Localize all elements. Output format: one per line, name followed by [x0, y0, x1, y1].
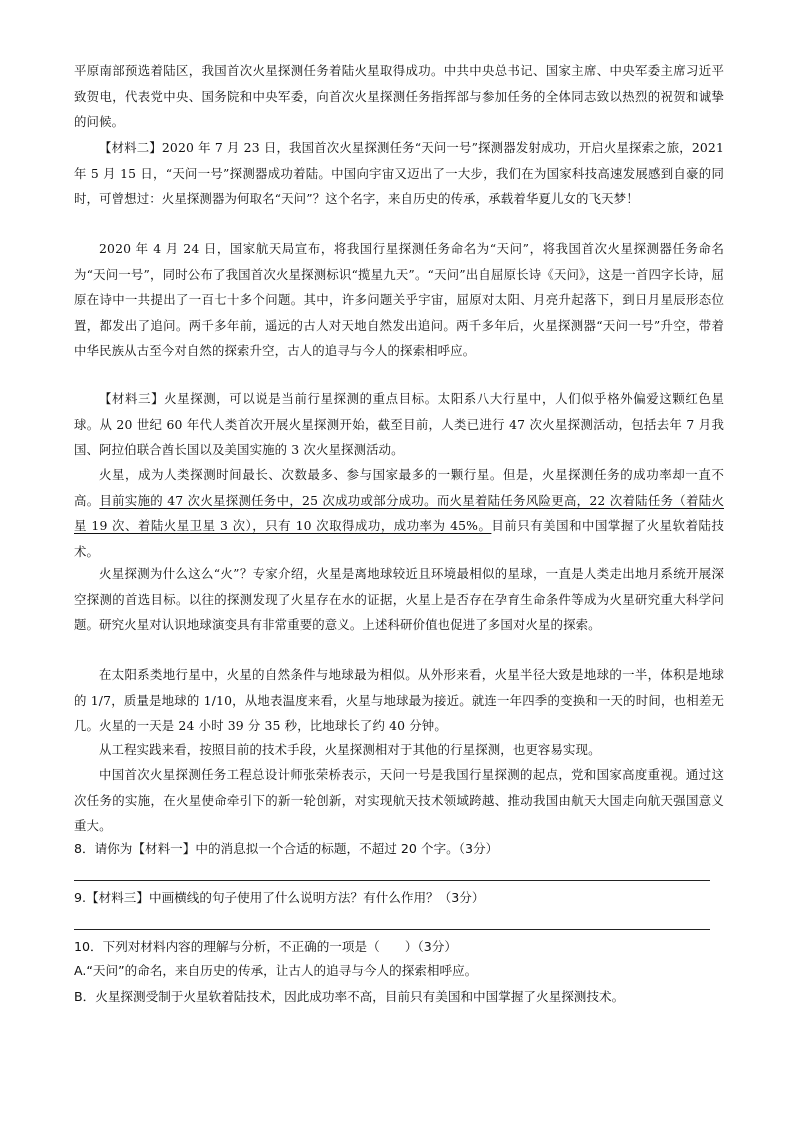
success-rate-lead: 火星，成为人类探测时间最长、次数最多、参与国家最多的一颗行星。但是，火星探测任务的成功率却一直不高。	[74, 467, 724, 508]
material-three-comparison: 在太阳系类地行星中，火星的自然条件与地球最为相似。从外形来看，火星半径大致是地球的一半，体积是地球的 1/7，质量是地球的 1/10，从地表温度来看，火星与地球最为接近。就连一年四季的变换和一天的时间，也相差无几。火星的一天是 24 小时 39 分 35 秒，比地球长了约 40 分钟。	[74, 667, 724, 734]
question-10-option-a[interactable]: A.“天问”的命名，来自历史的传承，让古人的追寻与今人的探索相呼应。	[74, 963, 478, 978]
question-9: 9.【材料三】中画横线的句子使用了什么说明方法？有什么作用？（3分）	[74, 890, 485, 905]
answer-line-8[interactable]	[74, 880, 710, 881]
material-three-intro: 【材料三】火星探测，可以说是当前行星探测的重点目标。太阳系八大行星中，人们似乎格外偏爱这颗红色星球。从 20 世纪 60 年代人类首次开展火星探测开始，截至目前，人类已进行 47 次火星探测活动，包括去年 7 月我国、阿拉伯联合酋长国以及美国实施的 3 次火星探测活动。	[74, 391, 724, 458]
question-8: 8．请你为【材料一】中的消息拟一个合适的标题，不超过 20 个字。（3分）	[74, 841, 499, 856]
underlined-sentence: 目前实施的 47 次火星探测任务中，25 次成功或部分成功。而火星着陆任务风险更高，22 次着陆任务（着陆火星 19 次、着陆火星卫星 3 次），只有 10 次取得成功，成功率为 45%。	[74, 492, 724, 534]
material-two-paragraph: 2020 年 4 月 24 日，国家航天局宣布，将我国行星探测任务命名为“天问”，将我国首次火星探测器任务命名为“天问一号”，同时公布了我国首次火星探测标识“揽星九天”。“天问”出自屈原长诗《天问》，这是一首四字长诗，屈原在诗中一共提出了一百七十多个问题。其中，许多问题关乎宇宙，屈原对太阳、月亮升起落下，到日月星辰形态位置，都发出了追问。两千多年前，遥远的古人对天地自然发出追问。两千多年后，火星探测器“天问一号”升空，带着中华民族从古至今对自然的探索升空，古人的追寻与今人的探索相呼应。	[74, 241, 724, 359]
question-10-option-b[interactable]: B．火星探测受制于火星软着陆技术，因此成功率不高，目前只有美国和中国掌握了火星探测技术。	[74, 989, 625, 1004]
material-three-conclusion: 中国首次火星探测任务工程总设计师张荣桥表示，天问一号是我国行星探测的起点，党和国家高度重视。通过这次任务的实施，在火星使命牵引下的新一轮创新，对实现航天技术领域跨越、推动我国由航天大国走向航天强国意义重大。	[74, 767, 724, 834]
material-three-engineering: 从工程实践来看，按照目前的技术手段，火星探测相对于其他的行星探测，也更容易实现。	[99, 742, 601, 757]
success-rate-tail: 目前只有美国和中国掌握了火星软着陆技术。	[74, 518, 724, 559]
answer-line-9[interactable]	[74, 929, 710, 930]
material-three-reason: 火星探测为什么这么“火”？专家介绍，火星是离地球较近且环境最相似的星球，一直是人类走出地月系统开展深空探测的首选目标。以往的探测发现了火星存在水的证据，火星上是否存在孕育生命条件等成为火星研究重大科学问题。研究火星对认识地球演变具有非常重要的意义。上述科研价值也促进了多国对火星的探索。	[74, 566, 724, 633]
material-three-success-rate	[74, 462, 724, 564]
material-two-intro: 【材料二】2020 年 7 月 23 日，我国首次火星探测任务“天问一号”探测器发射成功，开启火星探索之旅，2021 年 5 月 15 日，“天问一号”探测器成功着陆。中国向宇宙又迈出了一大步，我们在为国家科技高速发展感到自豪的同时，可曾想过：火星探测器为何取名“天问”？这个名字，来自历史的传承，承载着华夏儿女的飞天梦！	[74, 140, 724, 207]
passage-paragraph-1: 平原南部预选着陆区，我国首次火星探测任务着陆火星取得成功。中共中央总书记、国家主席、中央军委主席习近平致贺电，代表党中央、国务院和中央军委，向首次火星探测任务指挥部与参加任务的全体同志致以热烈的祝贺和诚挚的问候。	[74, 63, 724, 130]
question-10: 10．下列对材料内容的理解与分析，不正确的一项是（ ）（3分）	[74, 939, 457, 954]
